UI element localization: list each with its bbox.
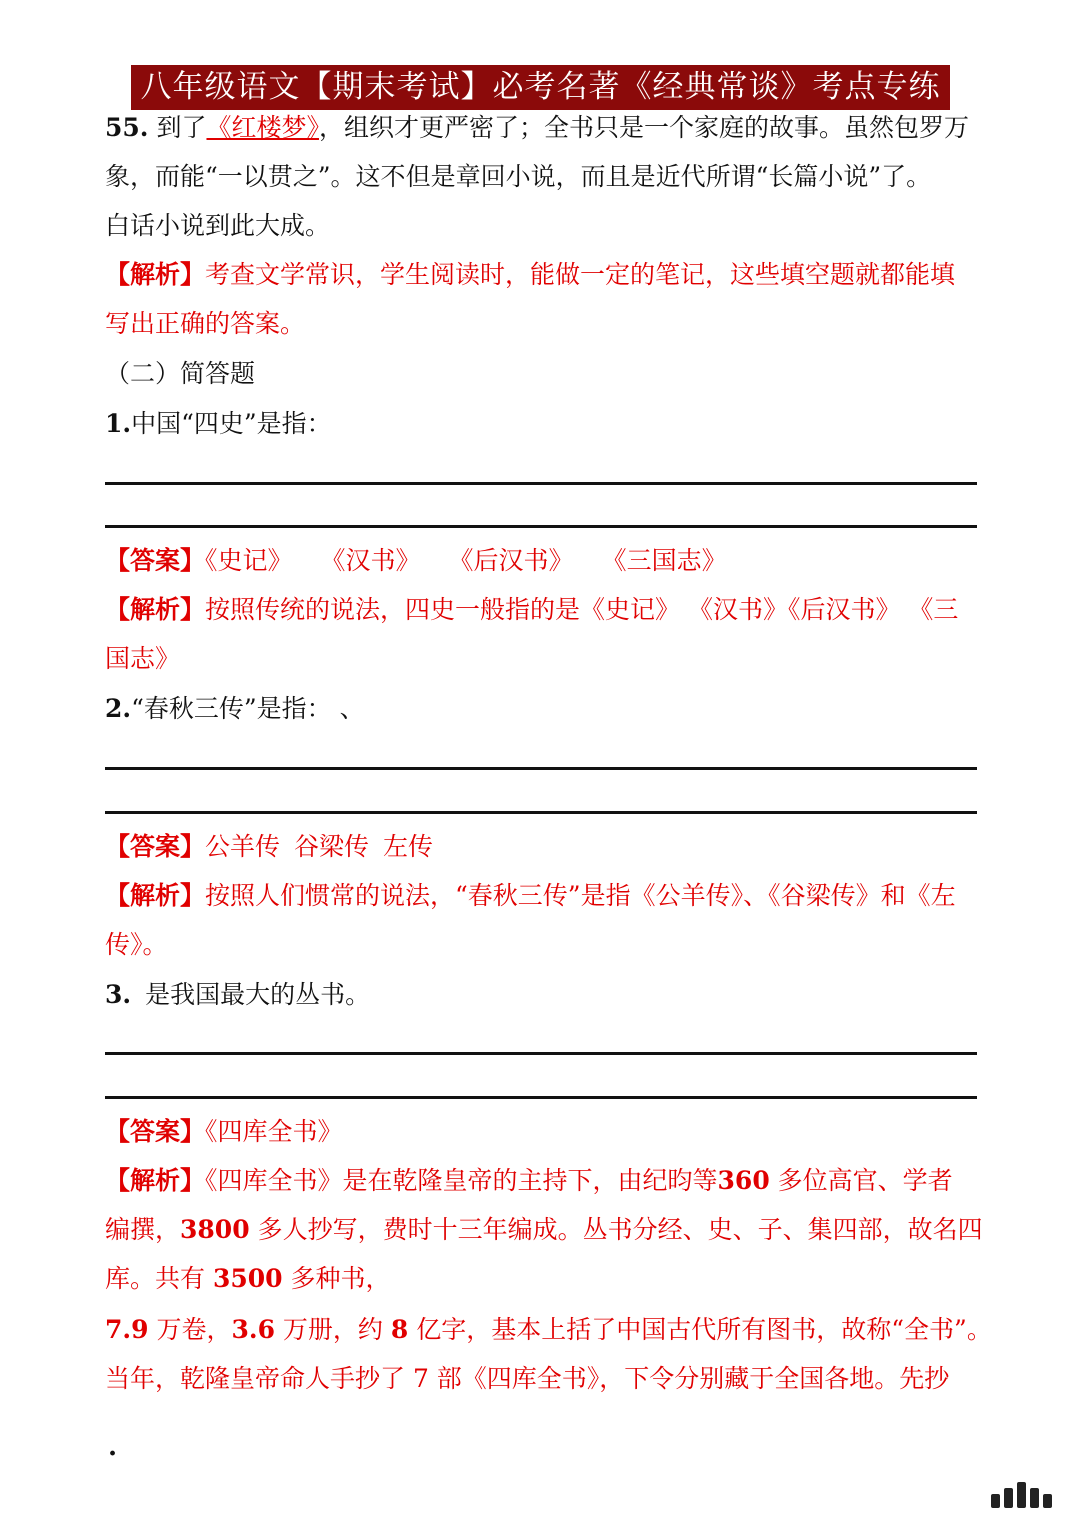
q3-text: 是我国最大的丛书。: [145, 980, 371, 1009]
q3-analysis-text: 亿字，基本上括了中国古代所有图书，故称“全书”。: [416, 1315, 992, 1344]
q3-analysis-text: 万卷，: [156, 1315, 232, 1344]
q3-answer-text: 《四库全书》: [205, 1117, 343, 1146]
q55-line-1: [105, 110, 980, 146]
q1-analysis-text-1: 按照传统的说法，四史一般指的是《史记》 《汉书》《后汉书》 《三: [205, 595, 959, 624]
q1-answer-3: 《后汉书》: [448, 546, 574, 575]
q55-pre: 到了: [156, 113, 207, 142]
q3-analysis-text: 多种书，: [290, 1264, 391, 1293]
q1-question: [105, 406, 980, 442]
q2-answer-1: 公羊传: [205, 832, 281, 861]
q3-answer-line-2: [105, 1096, 977, 1099]
q1-answer-4: 《三国志》: [601, 546, 727, 575]
q3-analysis-text: 多人抄写，费时十三年编成。丛书分经、史、子、集四部，故名四: [257, 1215, 983, 1244]
q2-answer: [105, 829, 980, 865]
footer-dot: .: [108, 1432, 118, 1462]
q2-analysis-line-1: [105, 878, 980, 914]
q3-analysis-line-5: 当年，乾隆皇帝命人手抄了 7 部《四库全书》，下令分别藏于全国各地。先抄: [105, 1364, 950, 1393]
q3-answer-label: 【答案】: [105, 1117, 206, 1146]
q2-number: 2.: [105, 694, 132, 723]
page-title: 八年级语文【期末考试】必考名著《经典常谈》考点专练: [131, 65, 950, 110]
q3-analysis-text: 库。共有: [105, 1264, 206, 1293]
q1-analysis-label: 【解析】: [105, 595, 206, 624]
q3-analysis-line-4: [105, 1312, 992, 1348]
q2-analysis-label: 【解析】: [105, 881, 206, 910]
q3-analysis-text: 万册，约: [282, 1315, 383, 1344]
q2-answer-3: 左传: [383, 832, 434, 861]
q1-answer: [105, 543, 980, 579]
q2-text: “春秋三传”是指： 、: [131, 694, 365, 723]
q55-analysis-label: 【解析】: [105, 260, 206, 289]
q3-analysis-number: 360: [717, 1166, 770, 1195]
q2-answer-2: 谷梁传: [294, 832, 370, 861]
q3-analysis-line-3: [105, 1261, 980, 1297]
q2-analysis-line-2: 传》。: [105, 930, 168, 959]
q55-book-title: 《红楼梦》: [206, 113, 319, 142]
q55-post: ，组织才更严密了；全书只是一个家庭的故事。虽然包罗万: [318, 113, 969, 142]
q1-number: 1.: [105, 409, 132, 438]
section-heading: （二）简答题: [105, 359, 256, 388]
q2-answer-line-1: [105, 767, 977, 770]
q3-answer: [105, 1114, 980, 1150]
q3-question: [105, 977, 980, 1013]
q3-analysis-text: 《四库全书》是在乾隆皇帝的主持下，由纪昀等: [205, 1166, 718, 1195]
q1-text: 中国“四史”是指：: [131, 409, 332, 438]
q3-analysis-line-1: [105, 1163, 980, 1199]
q1-answer-line-1: [105, 482, 977, 485]
q55-line-2: 象，而能“一以贯之”。这不但是章回小说，而且是近代所谓“长篇小说”了。: [105, 162, 932, 191]
q3-number: 3.: [105, 980, 132, 1009]
q3-analysis-text: 多位高官、学者: [777, 1166, 953, 1195]
watermark-logo: [991, 1482, 1052, 1508]
q1-analysis-line-1: [105, 592, 980, 628]
q3-analysis-number: 7.9: [105, 1315, 149, 1344]
q3-answer-line-1: [105, 1052, 977, 1055]
q1-answer-1: 《史记》: [205, 546, 293, 575]
q2-question: [105, 691, 980, 727]
q2-answer-line-2: [105, 811, 977, 814]
q55-analysis-line-2: 写出正确的答案。: [105, 309, 306, 338]
q2-analysis-text-1: 按照人们惯常的说法，“春秋三传”是指《公羊传》、《谷梁传》和《左: [205, 881, 956, 910]
q3-analysis-number: 3500: [212, 1264, 283, 1293]
q55-analysis-text-1: 考查文学常识，学生阅读时，能做一定的笔记，这些填空题就都能填: [205, 260, 956, 289]
q3-analysis-number: 3800: [180, 1215, 250, 1244]
q3-analysis-number: 3.6: [231, 1315, 275, 1344]
q1-answer-label: 【答案】: [105, 546, 206, 575]
q1-answer-2: 《汉书》: [320, 546, 421, 575]
q3-analysis-label: 【解析】: [105, 1166, 206, 1195]
q1-answer-line-2: [105, 525, 977, 528]
q55-line-3: 白话小说到此大成。: [105, 211, 331, 240]
q55-analysis-line-1: [105, 257, 980, 293]
q55-number: 55.: [105, 113, 149, 142]
q1-analysis-line-2: 国志》: [105, 644, 181, 673]
q3-analysis-line-2: [105, 1212, 983, 1248]
q2-answer-label: 【答案】: [105, 832, 206, 861]
q3-analysis-number: 8: [390, 1315, 409, 1344]
q3-analysis-text: 编撰，: [105, 1215, 181, 1244]
